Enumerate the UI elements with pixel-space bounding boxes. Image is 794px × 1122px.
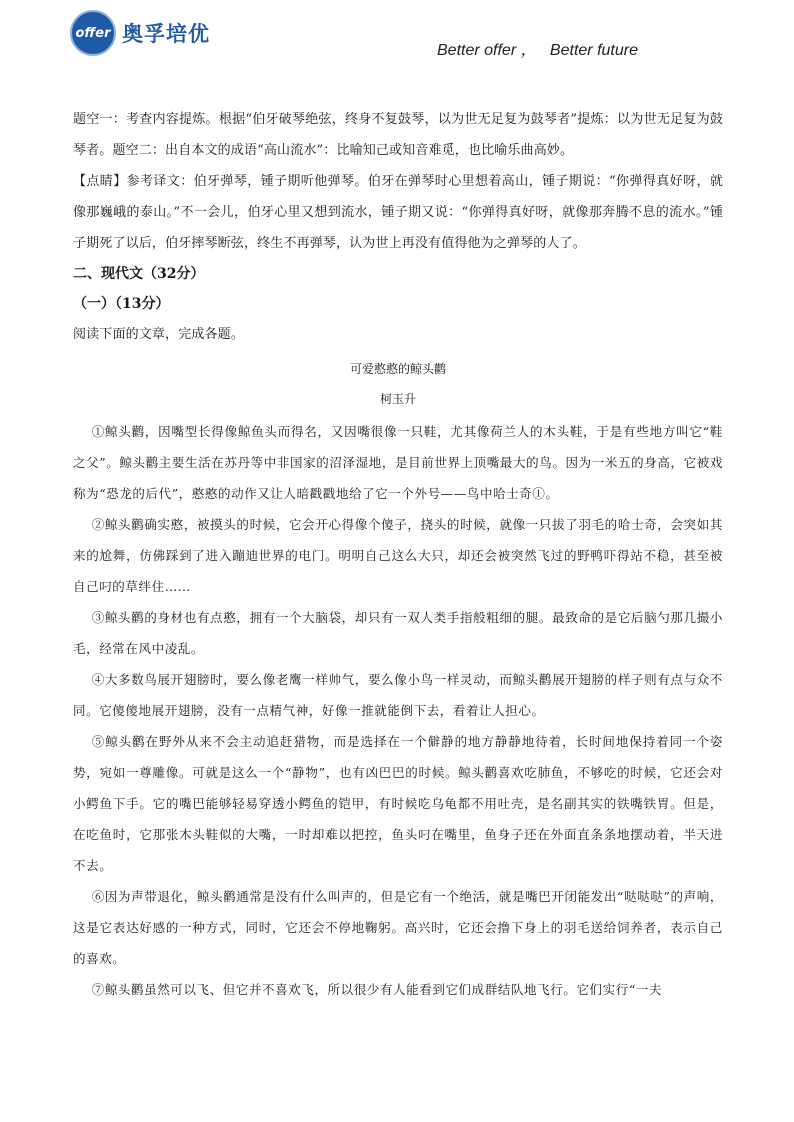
article-paragraph-6: ⑥因为声带退化，鲸头鹳通常是没有什么叫声的，但是它有一个绝活，就是嘴巴开闭能发出“哒哒哒”的声响，这是它表达好感的一种方式，同时，它还会不停地鞠躬。高兴时，它还会撸下身上的羽毛送给饲养者，表示自己的喜欢。 <box>73 889 723 966</box>
document-body <box>73 104 723 1005</box>
answer-explanation: 题空一：考查内容提炼。根据“伯牙破琴绝弦，终身不复鼓琴，以为世无足复为鼓琴者”提炼：以为世无足复为鼓琴者。题空二：出自本文的成语“高山流水”：比喻知己或知音难觅，也比喻乐曲高妙。 <box>73 112 723 158</box>
article-paragraph-4: ④大多数鸟展开翅膀时，要么像老鹰一样帅气，要么像小鸟一样灵动，而鲸头鹳展开翅膀的样子则有点与众不同。它傻傻地展开翅膀，没有一点精气神，好像一推就能倒下去，看着让人担心。 <box>73 672 723 718</box>
article-title: 可爱憨憨的鲸头鹳 <box>349 362 446 376</box>
translation-note: 【点睛】参考译文：伯牙弹琴，锺子期听他弹琴。伯牙在弹琴时心里想着高山，锺子期说：“你弹得真好呀，就像那巍峨的泰山。”不一会儿，伯牙心里又想到流水，锺子期又说：“你弹得真好呀，就像那奔腾不息的流水。”锺子期死了以后，伯牙摔琴断弦，终生不再弹琴，认为世上再没有值得他为之弹琴的人了。 <box>73 174 723 251</box>
logo-text: 奥孚培优 <box>122 22 210 46</box>
brand-logo <box>70 10 210 56</box>
slogan: Better offer ， Better future <box>437 42 638 59</box>
logo-badge-text: offer <box>75 25 111 41</box>
article-paragraph-5: ⑤鲸头鹳在野外从来不会主动追赶猎物，而是选择在一个僻静的地方静静地待着，长时间地保持着同一个姿势，宛如一尊雕像。可就是这么一个“静物”，也有凶巴巴的时候。鲸头鹳喜欢吃肺鱼，不够吃的时候，它还会对小鳄鱼下手。它的嘴巴能够轻易穿透小鳄鱼的铠甲，有时候吃乌龟都不用吐壳，是名副其实的铁嘴铁胃。但是，在吃鱼时，它那张木头鞋似的大嘴，一时却难以把控，鱼头叼在嘴里，鱼身子还在外面直条条地摆动着，半天进不去。 <box>73 734 723 873</box>
reading-instruction: 阅读下面的文章，完成各题。 <box>73 327 244 342</box>
article-paragraph-2: ②鲸头鹳确实憨，被摸头的时候，它会开心得像个傻子，挠头的时候，就像一只拔了羽毛的哈士奇，会突如其来的尬舞，仿佛踩到了进入蹦迪世界的电门。明明自己这么大只，却还会被突然飞过的野鸭吓得站不稳，甚至被自己叼的草绊住…… <box>73 517 723 594</box>
page-header <box>0 0 794 80</box>
article-paragraph-1: ①鲸头鹳，因嘴型长得像鲸鱼头而得名，又因嘴很像一只鞋，尤其像荷兰人的木头鞋，于是有些地方叫它“鞋之父”。鲸头鹳主要生活在苏丹等中非国家的沼泽湿地，是目前世界上顶嘴最大的鸟。因为一米五的身高，它被戏称为“恐龙的后代”，憨憨的动作又让人暗戳戳地给了它一个外号——鸟中哈士奇①。 <box>73 424 723 501</box>
section-heading: 二、现代文（32分） <box>73 266 205 282</box>
article-paragraph-3: ③鲸头鹳的身材也有点憨，拥有一个大脑袋，却只有一双人类手指般粗细的腿。最致命的是它后脑勺那几撮小毛，经常在风中凌乱。 <box>73 610 723 656</box>
article-author: 柯玉升 <box>379 392 416 406</box>
subsection-heading: （一）（13分） <box>73 296 170 312</box>
offer-badge-icon <box>70 10 116 56</box>
article-paragraph-7: ⑦鲸头鹳虽然可以飞、但它并不喜欢飞，所以很少有人能看到它们成群结队地飞行。它们实行“一夫 <box>91 982 663 997</box>
